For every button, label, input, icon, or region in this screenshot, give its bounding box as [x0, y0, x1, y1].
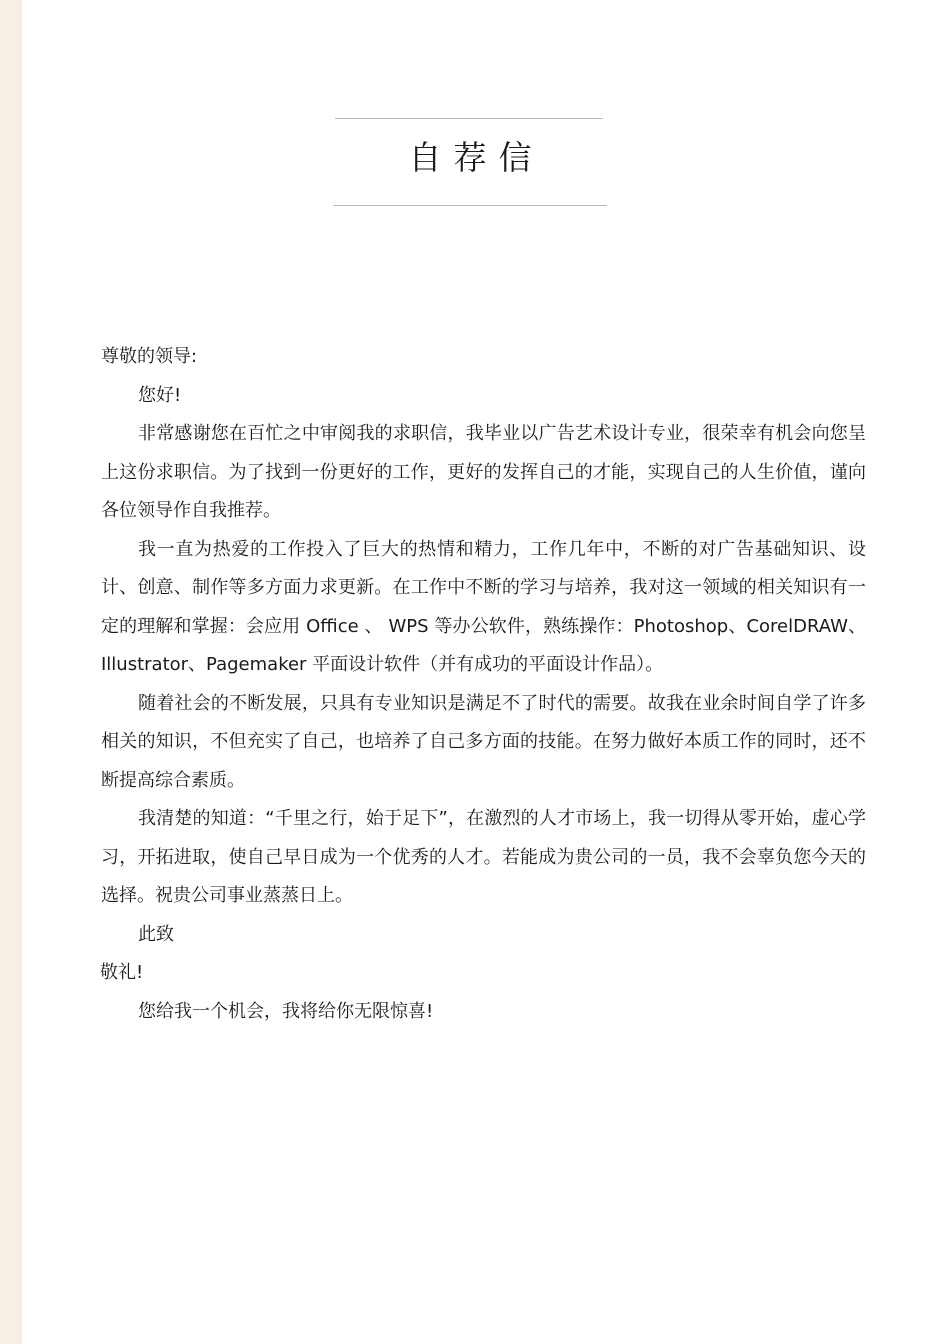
postscript: 您给我一个机会，我将给你无限惊喜! — [138, 1000, 434, 1022]
paragraph-1: 非常感谢您在百忙之中审阅我的求职信，我毕业以广告艺术设计专业，很荣幸有机会向您呈上这份求职信。为了找到一份更好的工作，更好的发挥自己的才能，实现自己的人生价值，谨向各位领导作自我推荐。 — [101, 423, 866, 521]
page-title: 自荐信 — [408, 138, 544, 177]
greeting: 您好! — [138, 384, 182, 406]
salutation: 尊敬的领导: — [101, 346, 198, 367]
closing-ci-zhi: 此致 — [138, 923, 174, 945]
closing-jing-li: 敬礼! — [100, 962, 144, 983]
paragraph-3: 随着社会的不断发展，只具有专业知识是满足不了时代的需要。故我在业余时间自学了许多相关的知识，不但充实了自己，也培养了自己多方面的技能。在努力做好本质工作的同时，还不断提高综合素质。 — [101, 692, 866, 791]
title-bottom-rule — [333, 205, 607, 206]
letter-body — [101, 338, 866, 1031]
paragraph-4: 我清楚的知道：“千里之行，始于足下”，在激烈的人才市场上，我一切得从零开始，虚心学习，开拓进取，使自己早日成为一个优秀的人才。若能成为贵公司的一员，我不会辜负您今天的选择。祝贵公司事业蒸蒸日上。 — [101, 808, 866, 906]
title-top-rule — [335, 118, 603, 119]
page-side-band — [0, 0, 22, 1344]
paragraph-2: 我一直为热爱的工作投入了巨大的热情和精力，工作几年中，不断的对广告基础知识、设计、创意、制作等多方面力求更新。在工作中不断的学习与培养，我对这一领域的相关知识有一定的理解和掌握：会应用 Office 、 WPS 等办公软件，熟练操作：Photoshop、CorelDRAW、Illustrator、Pagemaker 平面设计软件（并有成功的平面设计作品）。 — [101, 538, 866, 675]
